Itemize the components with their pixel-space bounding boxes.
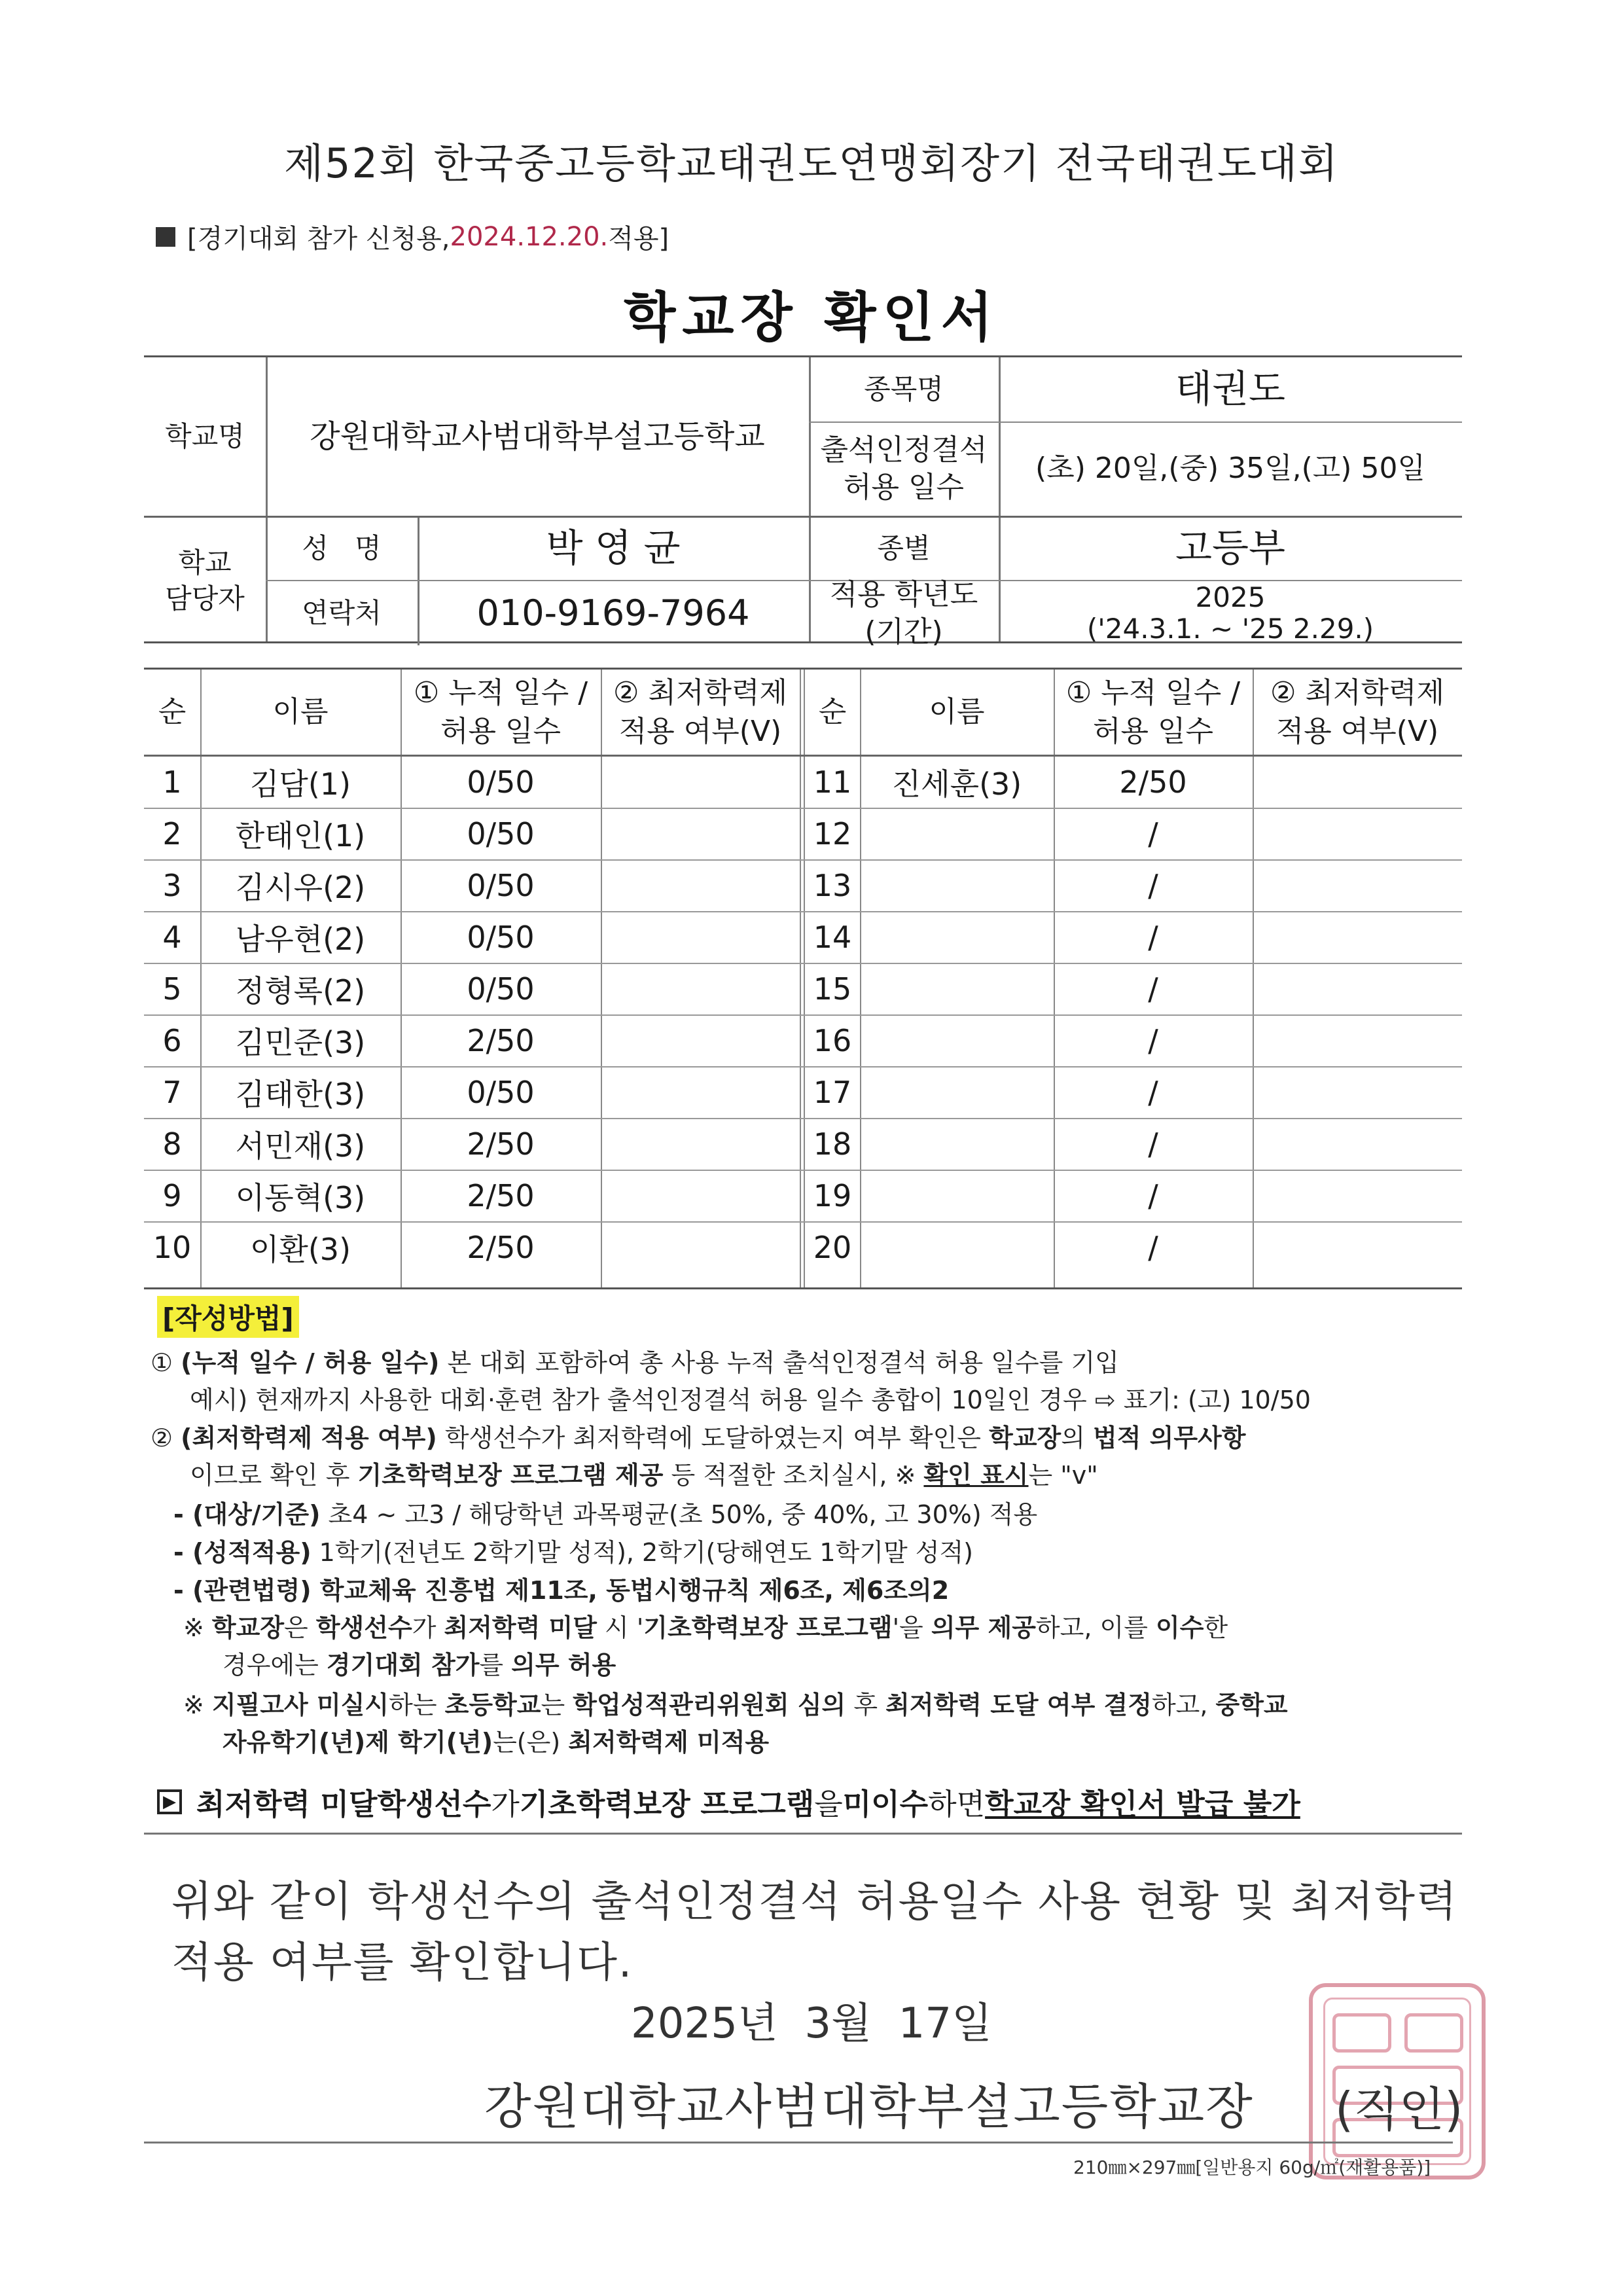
- table-cell-name: [860, 1118, 1054, 1170]
- year-label-line1: 적용 학년도: [829, 577, 978, 611]
- remark-2-line2: [223, 1728, 769, 1758]
- table-cell-no: 1: [162, 764, 182, 800]
- table-cell-no: 13: [813, 867, 852, 903]
- year-label: [809, 577, 999, 649]
- sport-label: 종목명: [864, 372, 944, 405]
- confirmation-line1: 위와 같이 학생선수의 출석인정결석 허용일수 사용 현황 및 최저학력: [171, 1878, 1458, 1926]
- school-info-table: [144, 355, 1462, 649]
- remark-1-t1: 은: [284, 1613, 316, 1642]
- table-cell-days: 2/50: [467, 1022, 535, 1058]
- remark-1-l2-c: 를: [479, 1651, 512, 1679]
- table-cell-days: 0/50: [467, 816, 535, 852]
- year-value-line1: 2025: [1195, 581, 1266, 613]
- table-cell-days: 0/50: [467, 971, 535, 1007]
- square-bullet-icon: [156, 227, 175, 247]
- remark-2-b4: 최저학력 도달 여부 결정: [885, 1691, 1152, 1719]
- remark-1-line2: [223, 1651, 616, 1681]
- note-2-text-c: 의: [1061, 1424, 1094, 1452]
- table-cell-no: 17: [813, 1074, 852, 1110]
- header-min-line2: 적용 여부(V): [1275, 715, 1439, 748]
- table-cell-days: 0/50: [467, 764, 535, 800]
- table-cell-no: 2: [162, 816, 182, 852]
- table-cell-days: 2/50: [1119, 764, 1187, 800]
- table-cell-no: 6: [162, 1022, 182, 1058]
- divider: [800, 670, 805, 1287]
- remark-2-t3: 후: [846, 1691, 886, 1719]
- note-1: [151, 1348, 1119, 1378]
- howto-title: [작성방법]: [157, 1296, 299, 1338]
- table-cell-no: 12: [813, 816, 852, 852]
- table-cell-days: /: [1148, 867, 1158, 903]
- remark-2-b1: 지필고사 미실시: [211, 1691, 389, 1719]
- apply-note-suffix: 적용]: [608, 224, 669, 254]
- final-c: 가: [491, 1787, 520, 1821]
- remark-2-b3: 학업성적관리위원회 심의: [573, 1691, 846, 1719]
- remark-2-t2: 는: [541, 1691, 573, 1719]
- table-cell-no: 19: [813, 1177, 852, 1213]
- remark-1-l2-d: 의무 허용: [511, 1651, 616, 1679]
- year-label-line2: (기간): [865, 615, 943, 649]
- note-2-line2-b: 등 적절한 조치실시, ※: [663, 1461, 924, 1490]
- manager-name: 박 영 균: [546, 526, 681, 571]
- header-no: 순: [818, 695, 847, 729]
- table-cell-name: [860, 911, 1054, 963]
- apply-note-date: 2024.12.20.: [450, 221, 609, 252]
- table-cell-name: [860, 808, 1054, 859]
- table-cell-name: [860, 1170, 1054, 1221]
- paper-spec: 210㎜×297㎜[일반용지 60g/㎡(재활용품)]: [1073, 2157, 1431, 2178]
- manager-label-line1: 학교: [178, 547, 232, 579]
- remark-mark: ※: [183, 1691, 212, 1719]
- table-cell-no: 18: [813, 1126, 852, 1162]
- table-cell-name: [860, 859, 1054, 911]
- remark-1-b1: 학교장: [211, 1613, 285, 1642]
- table-cell-no: 3: [162, 867, 182, 903]
- header-min-line1: ② 최저학력제: [613, 675, 787, 709]
- note-1-example: 예시) 현재까지 사용한 대회·훈련 참가 출석인정결석 허용 일수 총합이 10일인 경우 ⇨ 표기: (고) 10/50: [190, 1386, 1311, 1414]
- table-cell-days: /: [1148, 971, 1158, 1007]
- table-cell-no: 5: [162, 971, 182, 1007]
- final-f: 미이수: [842, 1787, 929, 1821]
- table-cell-no: 11: [813, 764, 852, 800]
- table-cell-days: /: [1148, 919, 1158, 955]
- remark-1-t3: 시 ': [596, 1613, 644, 1642]
- final-warning: [157, 1780, 1300, 1823]
- table-cell-days: 2/50: [467, 1229, 535, 1265]
- detail-grades: [173, 1538, 973, 1568]
- header-days-line1: ① 누적 일수 /: [1065, 675, 1241, 709]
- table-cell-name: [860, 1014, 1054, 1066]
- allow-days-value: (초) 20일,(중) 35일,(고) 50일: [1035, 452, 1425, 486]
- note-2-line2-a: 이므로 확인 후: [190, 1461, 358, 1490]
- remark-2: [183, 1691, 1288, 1721]
- header-name: 이름: [272, 695, 329, 729]
- document-title: 학교장 확인서: [624, 287, 999, 349]
- remark-1-t5: 하고, 이를: [1035, 1613, 1156, 1642]
- detail-target: [173, 1500, 1037, 1530]
- note-2-bold-d: 법적 의무사항: [1093, 1424, 1246, 1452]
- confirmation-line2: 적용 여부를 확인합니다.: [171, 1938, 633, 1987]
- remark-2-b2: 초등학교: [444, 1691, 541, 1719]
- table-cell-days: 0/50: [467, 919, 535, 955]
- note-2-line2-c: 는 "v": [1028, 1461, 1098, 1490]
- table-cell-name: 김시우(2): [235, 869, 366, 905]
- note-2: [151, 1424, 1246, 1454]
- manager-label: [144, 517, 266, 645]
- remark-1-t4: '을: [892, 1613, 931, 1642]
- table-cell-name: 김민준(3): [235, 1024, 366, 1060]
- school-label: 학교명: [165, 420, 245, 452]
- note-2-line2-bold: 기초학력보장 프로그램 제공: [357, 1461, 664, 1490]
- school-name: 강원대학교사범대학부설고등학교: [310, 418, 765, 455]
- remark-1-t2: 가: [412, 1613, 444, 1642]
- table-cell-days: /: [1148, 1022, 1158, 1058]
- final-g: 하면: [928, 1787, 986, 1821]
- table-cell-name: 남우현(2): [235, 921, 366, 957]
- table-cell-name: 진세훈(3): [891, 766, 1022, 802]
- table-cell-no: 8: [162, 1126, 182, 1162]
- table-cell-no: 9: [162, 1177, 182, 1213]
- remark-mark: ※: [183, 1613, 212, 1642]
- table-cell-days: 0/50: [467, 1074, 535, 1110]
- table-cell-name: 정형록(2): [235, 973, 366, 1009]
- confirmation-text: [171, 1872, 1480, 1994]
- seal-glyph: [1332, 2013, 1391, 2053]
- year-value-line2: ('24.3.1. ~ '25 2.29.): [1086, 613, 1374, 645]
- note-2-bold: (최저학력제 적용 여부): [181, 1424, 437, 1452]
- final-d: 기초학력보장 프로그램: [519, 1787, 815, 1821]
- note-2-text-a: 학생선수가 최저학력에 도달하였는지 여부 확인은: [437, 1424, 990, 1452]
- detail-target-bold: - (대상/기준): [173, 1500, 321, 1529]
- note-1-text: 본 대회 포함하여 총 사용 누적 출석인정결석 허용 일수를 기입: [439, 1348, 1119, 1377]
- detail-laws-bold: - (관련법령) 학교체육 진흥법 제11조, 동법시행규칙 제6조, 제6조의2: [173, 1576, 950, 1605]
- remark-1-b3: 최저학력 미달: [444, 1613, 597, 1642]
- detail-laws: [173, 1576, 949, 1606]
- table-cell-no: 16: [813, 1022, 852, 1058]
- header-days-line2: 허용 일수: [440, 715, 561, 748]
- table-cell-no: 4: [162, 919, 182, 955]
- table-cell-days: /: [1148, 1074, 1158, 1110]
- table-cell-name: 이환(3): [249, 1231, 351, 1267]
- header-days-line2: 허용 일수: [1092, 715, 1213, 748]
- remark-1-b6: 이수: [1155, 1613, 1204, 1642]
- divider: [601, 670, 602, 1287]
- table-cell-name: 김담(1): [249, 766, 351, 802]
- table-cell-name: [860, 1221, 1054, 1273]
- remark-2-t1: 하는: [389, 1691, 445, 1719]
- remark-1-b2: 학생선수: [315, 1613, 412, 1642]
- name-label: 성 명: [302, 531, 382, 564]
- table-cell-days: /: [1148, 816, 1158, 852]
- seal-label: (직인): [1335, 2082, 1463, 2137]
- note-2-line2: [190, 1461, 1098, 1491]
- remark-2-l2-b2: 최저학력제 미적용: [568, 1728, 770, 1757]
- note-1-bold: (누적 일수 / 허용 일수): [181, 1348, 440, 1377]
- table-cell-name: 한태인(1): [235, 817, 366, 853]
- event-title: 제52회 한국중고등학교태권도연맹회장기 전국태권도대회: [284, 139, 1339, 187]
- table-cell-days: /: [1148, 1229, 1158, 1265]
- table-cell-days: 2/50: [467, 1126, 535, 1162]
- divider: [1253, 670, 1254, 1287]
- table-cell-days: /: [1148, 1126, 1158, 1162]
- arrow-box-icon: ▶: [157, 1789, 182, 1814]
- header-days: [401, 670, 601, 755]
- remark-2-l2-b1: 자유학기(년)제 학기(년): [223, 1728, 493, 1757]
- table-cell-no: 15: [813, 971, 852, 1007]
- table-cell-days: /: [1148, 1177, 1158, 1213]
- final-h: 학교장 확인서 발급 불가: [985, 1787, 1300, 1821]
- remark-2-b5: 중학교: [1215, 1691, 1288, 1719]
- allow-days-label-line1: 출석인정결석: [820, 433, 988, 467]
- table-cell-name: 서민재(3): [235, 1128, 366, 1164]
- divider: [144, 2142, 1453, 2144]
- note-1-mark: ①: [151, 1348, 173, 1377]
- header-days: [1054, 670, 1253, 755]
- seal-glyph: [1404, 2013, 1463, 2053]
- year-value: [999, 581, 1462, 645]
- remark-1-b4: 기초학력보장 프로그램: [643, 1613, 893, 1642]
- allow-days-label: [809, 422, 999, 516]
- remark-2-t4: 하고,: [1151, 1691, 1216, 1719]
- table-cell-no: 14: [813, 919, 852, 955]
- division-value: 고등부: [1175, 526, 1286, 571]
- remark-1-l2-a: 경우에는: [223, 1651, 327, 1679]
- detail-target-text: 초4 ~ 고3 / 해당학년 과목평균(초 50%, 중 40%, 고 30%) 적용: [320, 1500, 1038, 1529]
- header-min: [1253, 670, 1462, 755]
- detail-grades-text: 1학기(전년도 2학기말 성적), 2학기(당해연도 1학기말 성적): [311, 1538, 974, 1567]
- remark-1: [183, 1613, 1228, 1643]
- note-2-bold-b: 학교장: [989, 1424, 1061, 1452]
- allow-days-label-line2: 허용 일수: [843, 471, 964, 504]
- remark-1-b5: 의무 제공: [931, 1613, 1036, 1642]
- remark-2-l2-t1: 는(은): [493, 1728, 569, 1757]
- final-a: 최저학력 미달: [196, 1787, 378, 1821]
- table-cell-name: 김태한(3): [235, 1076, 366, 1112]
- table-cell-days: 2/50: [467, 1177, 535, 1213]
- table-cell-no: 10: [152, 1229, 192, 1265]
- table-cell-days: 0/50: [467, 867, 535, 903]
- remark-1-t6: 한: [1204, 1613, 1228, 1642]
- header-name: 이름: [929, 695, 985, 729]
- students-table: [144, 668, 1462, 1289]
- header-min-line2: 적용 여부(V): [618, 715, 782, 748]
- division-label: 종별: [877, 531, 931, 564]
- principal-title: 강원대학교사범대학부설고등학교장: [484, 2079, 1254, 2135]
- table-cell-name: 이동혁(3): [235, 1179, 366, 1215]
- detail-grades-bold: - (성적적용): [173, 1538, 312, 1567]
- table-cell-no: 20: [813, 1229, 852, 1265]
- manager-label-line2: 담당자: [165, 583, 245, 615]
- sport-value: 태권도: [1175, 367, 1286, 412]
- apply-note-prefix: [경기대회 참가 신청용,: [187, 224, 450, 254]
- note-2-mark: ②: [151, 1424, 173, 1452]
- final-e: 을: [814, 1787, 843, 1821]
- divider: [144, 1833, 1462, 1835]
- apply-note: [156, 218, 669, 255]
- header-min: [601, 670, 800, 755]
- header-no: 순: [158, 695, 187, 729]
- final-b: 학생선수: [377, 1787, 491, 1821]
- contact-label: 연락처: [302, 596, 382, 629]
- header-days-line1: ① 누적 일수 /: [413, 675, 588, 709]
- table-cell-name: [860, 963, 1054, 1014]
- table-cell-no: 7: [162, 1074, 182, 1110]
- table-cell-name: [860, 1066, 1054, 1118]
- note-2-line2-underline: 확인 표시: [923, 1461, 1029, 1490]
- remark-1-l2-b: 경기대회 참가: [326, 1651, 480, 1679]
- header-min-line1: ② 최저학력제: [1270, 675, 1444, 709]
- contact-value: 010-9169-7964: [476, 592, 750, 634]
- issue-date: 2025년 3월 17일: [631, 2000, 992, 2048]
